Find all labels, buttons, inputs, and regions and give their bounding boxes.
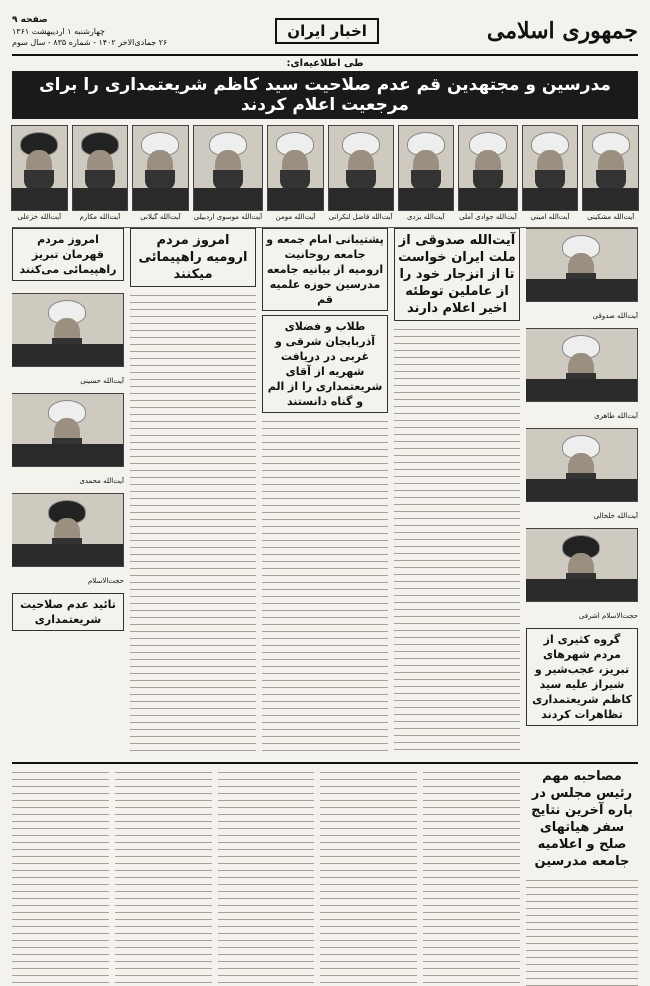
portrait-photo: [267, 125, 324, 211]
side-portrait: [12, 293, 124, 367]
saduqi-headline-box: [394, 228, 520, 321]
side-caption: حجت‌الاسلام اشرفی: [578, 612, 638, 620]
portrait-photo: [132, 125, 189, 211]
unworthy-headline: تائید عدم صلاحیت شریعتمداری: [20, 598, 116, 626]
side-caption: حجت‌الاسلام: [87, 577, 124, 585]
text-column: [218, 768, 315, 986]
students-headline-box: [262, 315, 388, 413]
portrait: [268, 125, 323, 221]
portrait-caption: آیت‌الله جوادی آملی: [459, 213, 517, 221]
date-lunar: ۲۶ جمادی‌الاخر ۱۴۰۲ - شماره ۸۳۵ - سال سوم: [12, 37, 168, 47]
side-portrait: [526, 528, 638, 602]
portrait: [133, 125, 188, 221]
portrait-caption: آیت‌الله مکارم: [79, 213, 121, 221]
body-text: [12, 768, 109, 986]
side-portrait: [12, 393, 124, 467]
body-text: [262, 417, 388, 756]
side-portrait: [526, 328, 638, 402]
tabriz-headline: امروز مردم قهرمان تبریز راهپیمائی می‌کنند: [19, 233, 117, 276]
portrait: [329, 125, 393, 221]
text-column: [423, 768, 520, 986]
main-headline: مدرسین و مجتهدین قم عدم صلاحیت سید کاظم شریعتمداری را برای مرجعیت اعلام کردند: [12, 71, 638, 119]
students-headline: طلاب و فضلای آذربایجان شرقی و غربی در دریافت شهریه از آقای شریعتمداری را از الم و گناه دانستند: [267, 320, 383, 408]
interview-headline: مصاحبه مهم رئیس مجلس در باره آخرین نتایج سفر هیاتهای صلح و اعلامیه جامعه مدرسین: [531, 769, 633, 869]
portrait-caption: آیت‌الله مومن: [275, 213, 316, 221]
portrait-photo: [193, 125, 263, 211]
support-headline: پشتیبانی امام جمعه و جامعه روحانیت ارومیه از بیانیه جامعه مدرسین حوزه علمیه قم: [266, 233, 384, 306]
text-column: [12, 768, 109, 986]
body-text: [526, 876, 638, 986]
side-caption: آیت‌الله حسینی: [80, 377, 124, 385]
side-caption: آیت‌الله صدوقی: [592, 312, 638, 320]
support-headline-box: [262, 228, 388, 311]
rally-headline-box: [526, 628, 638, 726]
page-number: صفحه ۹: [12, 14, 48, 25]
portrait-photo: [458, 125, 518, 211]
newspaper-logo: جمهوری اسلامی: [486, 18, 638, 44]
masthead: [12, 8, 638, 54]
unworthy-headline-box: [12, 593, 124, 631]
portrait-photo: [11, 125, 68, 211]
body-text: [320, 768, 417, 986]
portrait-caption: آیت‌الله موسوی اردبیلی: [193, 213, 263, 221]
side-caption: آیت‌الله طاهری: [594, 412, 638, 420]
body-text: [130, 291, 256, 756]
urmia-headline-box: [130, 228, 256, 287]
portrait: [459, 125, 517, 221]
rally-headline: گروه کثیری از مردم شهرهای تبریز، عجب‌شیر و شیراز علیه سید کاظم شریعتمداری تظاهرات کردند: [532, 633, 632, 721]
portrait-photo: [72, 125, 129, 211]
portrait: [399, 125, 454, 221]
portrait-caption: آیت‌الله مشکینی: [587, 213, 635, 221]
portrait: [194, 125, 262, 221]
section-title: اخبار ایران: [275, 18, 379, 44]
saduqi-headline: آیت‌الله صدوقی از ملت ایران خواست تا از انزجار خود را از عاملین توطئه اخیر اعلام دارند: [398, 233, 516, 316]
interview-column: [526, 768, 638, 986]
portrait-photo: [522, 125, 579, 211]
date-solar: چهارشنبه ۱ اردیبهشت ۱۳۶۱: [12, 26, 105, 36]
body-text: [394, 325, 520, 756]
text-column: [394, 228, 520, 756]
text-column: [115, 768, 212, 986]
portrait-photo: [328, 125, 394, 211]
side-portrait: [526, 428, 638, 502]
portrait-caption: آیت‌الله خزعلی: [17, 213, 62, 221]
side-photo-column-right: [526, 228, 638, 756]
side-caption: آیت‌الله خلخالی: [593, 512, 638, 520]
side-photo-column-left: [12, 228, 124, 756]
issue-meta: [12, 15, 167, 48]
body-text: [423, 768, 520, 986]
portrait-row: [12, 119, 638, 227]
side-caption: آیت‌الله محمدی: [79, 477, 124, 485]
side-portrait: [526, 228, 638, 302]
body-text: [115, 768, 212, 986]
body-text: [218, 768, 315, 986]
headline-kicker: طی اطلاعیه‌ای:: [286, 58, 364, 69]
bottom-strip: [12, 762, 638, 986]
tabriz-headline-box: [12, 228, 124, 281]
header-rule: [12, 54, 638, 56]
portrait: [12, 125, 67, 221]
text-column: [130, 228, 256, 756]
text-column: [320, 768, 417, 986]
portrait-caption: آیت‌الله گیلانی: [140, 213, 181, 221]
portrait-caption: آیت‌الله فاضل لنکرانی: [328, 213, 393, 221]
portrait-caption: آیت‌الله یزدی: [407, 213, 445, 221]
text-column: [262, 228, 388, 756]
side-portrait: [12, 493, 124, 567]
portrait-caption: آیت‌الله امینی: [530, 213, 570, 221]
article-body: [12, 228, 638, 756]
urmia-headline: امروز مردم ارومیه راهپیمائی میکنند: [138, 233, 248, 282]
portrait: [73, 125, 128, 221]
portrait-photo: [582, 125, 639, 211]
portrait-photo: [398, 125, 455, 211]
portrait: [523, 125, 578, 221]
portrait: [583, 125, 638, 221]
